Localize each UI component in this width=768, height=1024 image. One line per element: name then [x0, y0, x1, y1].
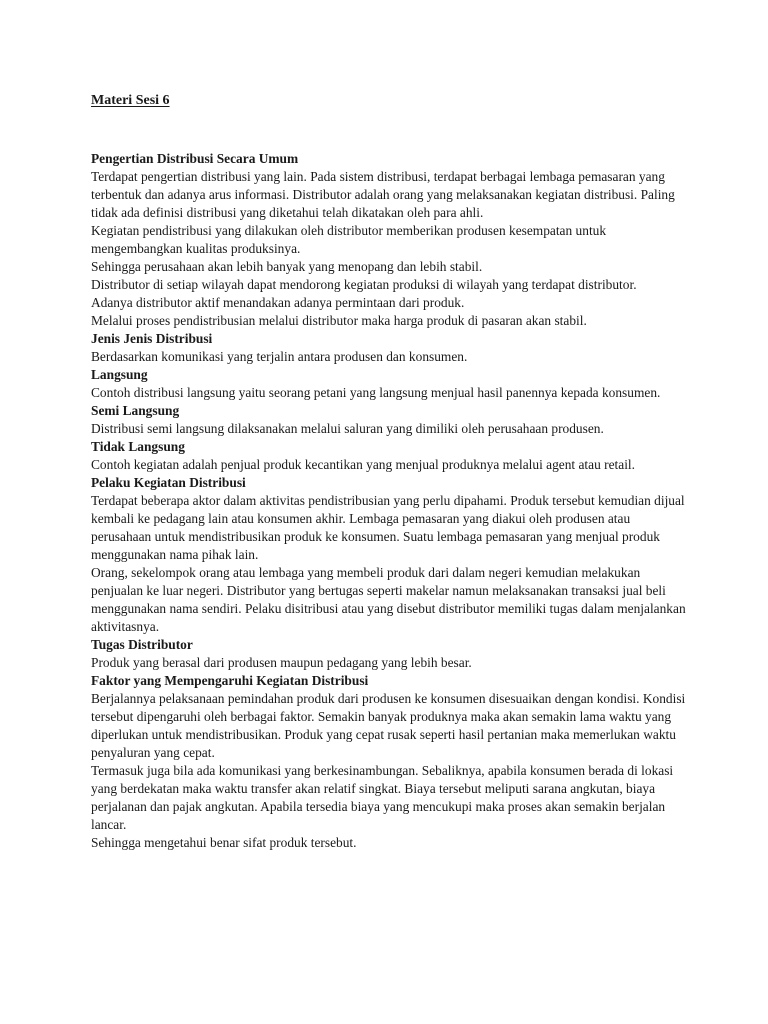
section-heading: Pelaku Kegiatan Distribusi: [91, 475, 246, 490]
section-heading: Pengertian Distribusi Secara Umum: [91, 151, 299, 166]
body-paragraph: Distribusi semi langsung dilaksanakan melalui saluran yang dimiliki oleh perusahaan produsen.: [91, 421, 604, 436]
body-paragraph: Distributor di setiap wilayah dapat mendorong kegiatan produksi di wilayah yang terdapat distributor.: [91, 277, 637, 292]
body-paragraph: Contoh distribusi langsung yaitu seorang petani yang langsung menjual hasil panennya kepada konsumen.: [91, 385, 661, 400]
body-paragraph: Berjalannya pelaksanaan pemindahan produk dari produsen ke konsumen disesuaikan dengan kondisi. Kondisi tersebut dipengaruhi oleh berbagai faktor. Semakin banyak produknya maka akan semakin lama waktu yang diperlukan untuk mendistribusikan. Produk yang cepat rusak seperti hasil pertanian maka memerlukan waktu penyaluran yang cepat.: [91, 691, 686, 760]
body-paragraph: Terdapat pengertian distribusi yang lain. Pada sistem distribusi, terdapat berbagai lembaga pemasaran yang terbentuk dan adanya arus informasi. Distributor adalah orang yang melaksanakan kegiatan distribusi. Paling tidak ada definisi distribusi yang diketahui telah dikatakan oleh para ahli.: [91, 169, 675, 220]
body-paragraph: Melalui proses pendistribusian melalui distributor maka harga produk di pasaran akan stabil.: [91, 313, 587, 328]
section-heading: Langsung: [91, 367, 148, 382]
body-paragraph: Contoh kegiatan adalah penjual produk kecantikan yang menjual produknya melalui agent atau retail.: [91, 457, 635, 472]
body-paragraph: Orang, sekelompok orang atau lembaga yang membeli produk dari dalam negeri kemudian melakukan penjualan ke luar negeri. Distributor yang bertugas seperti makelar namun melaksanakan transaksi jual beli menggunakan nama sendiri. Pelaku disitribusi atau yang disebut distributor memiliki tugas dalam menjalankan aktivitasnya.: [91, 565, 686, 634]
body-paragraph: Sehingga mengetahui benar sifat produk tersebut.: [91, 835, 357, 850]
section-heading: Tidak Langsung: [91, 439, 185, 454]
section-heading: Faktor yang Mempengaruhi Kegiatan Distribusi: [91, 673, 369, 688]
body-paragraph: Produk yang berasal dari produsen maupun pedagang yang lebih besar.: [91, 655, 472, 670]
body-paragraph: Termasuk juga bila ada komunikasi yang berkesinambungan. Sebaliknya, apabila konsumen berada di lokasi yang berdekatan maka waktu transfer akan relatif singkat. Biaya tersebut meliputi sarana angkutan, biaya perjalanan dan pajak angkutan. Apabila tersedia biaya yang mencukupi maka proses akan semakin berjalan lancar.: [91, 763, 674, 832]
body-paragraph: Berdasarkan komunikasi yang terjalin antara produsen dan konsumen.: [91, 349, 468, 364]
body-paragraph: Terdapat beberapa aktor dalam aktivitas pendistribusian yang perlu dipahami. Produk tersebut kemudian dijual kembali ke pedagang lain atau konsumen akhir. Lembaga pemasaran yang diakui oleh produsen atau perusahaan untuk mendistribusikan produk ke konsumen. Suatu lembaga pemasaran yang menjual produk menggunakan nama pihak lain.: [91, 493, 685, 562]
section-heading: Semi Langsung: [91, 403, 180, 418]
body-paragraph: Kegiatan pendistribusi yang dilakukan oleh distributor memberikan produsen kesempatan untuk mengembangkan kualitas produksinya.: [91, 223, 607, 256]
section-heading: Tugas Distributor: [91, 637, 193, 652]
body-paragraph: Adanya distributor aktif menandakan adanya permintaan dari produk.: [91, 295, 465, 310]
section-heading: Jenis Jenis Distribusi: [91, 331, 213, 346]
document-body: [91, 150, 691, 852]
body-paragraph: Sehingga perusahaan akan lebih banyak yang menopang dan lebih stabil.: [91, 259, 483, 274]
page-title: Materi Sesi 6: [91, 93, 170, 108]
